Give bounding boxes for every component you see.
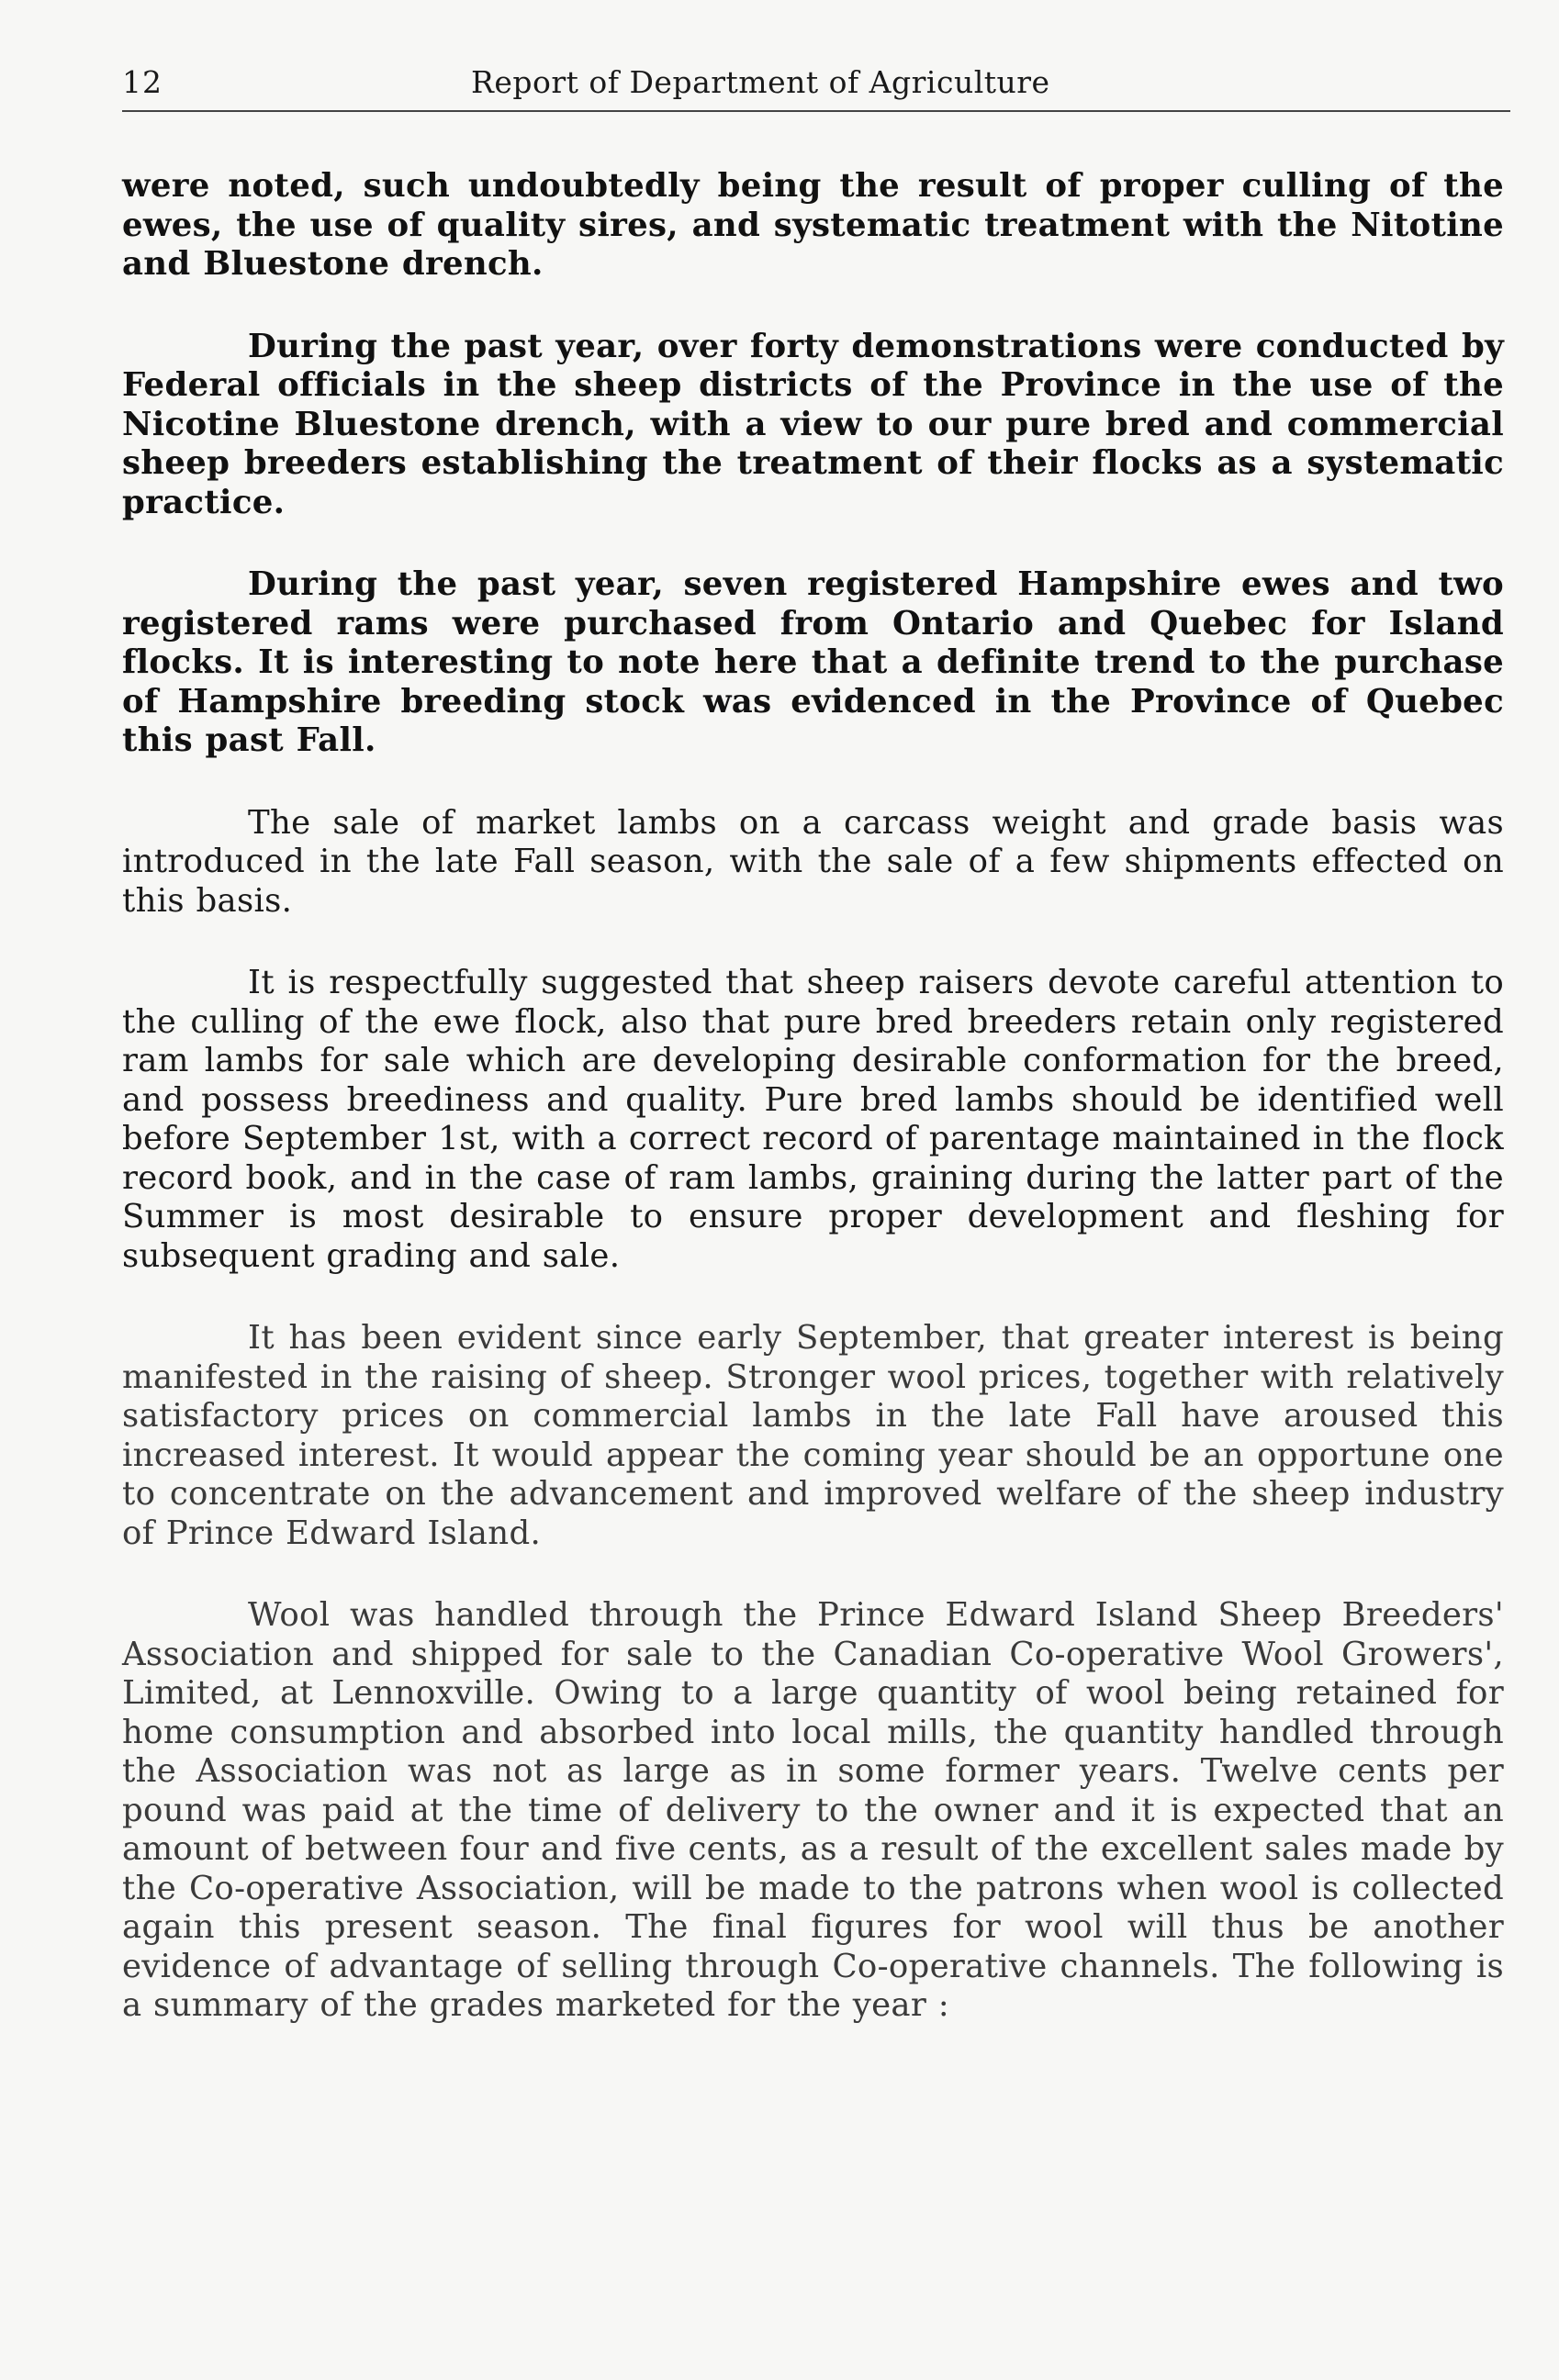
paragraph-continuation: were noted, such undoubtedly being the result of proper culling of the ewes, the use of quality sires, and systematic treatment with the Nitotine and Bluestone drench. bbox=[122, 167, 1504, 283]
paragraph-demonstrations: During the past year, over forty demonstrations were conducted by Federal officials in the sheep districts of the Province in the use of the Nicotine Bluestone drench, with a view to our pure bred and commercial sheep breeders establishing the treatment of their flocks as a systematic practice. bbox=[122, 327, 1504, 521]
paragraph-sheep-interest: It has been evident since early September, that greater interest is being manifested in the raising of sheep. Stronger wool prices, together with relatively satisfactory prices on commercial lambs in the late Fall have aroused this increased interest. It would appear the coming year should be an opportune one to concentrate on the advancement and improved welfare of the sheep industry of Prince Edward Island. bbox=[122, 1319, 1504, 1552]
body-text bbox=[122, 167, 1504, 2026]
paragraph-wool-handling: Wool was handled through the Prince Edward Island Sheep Breeders' Association and shipped for sale to the Canadian Co-operative Wool Growers', Limited, at Lennoxville. Owing to a large quantity of wool being retained for home consumption and absorbed into local mills, the quantity handled through the Association was not as large as in some former years. Twelve cents per pound was paid at the time of delivery to the owner and it is expected that an amount of between four and five cents, as a result of the excellent sales made by the Co-operative Association, will be made to the patrons when wool is collected again this present season. The final figures for wool will thus be another evidence of advantage of selling through Co-operative channels. The following is a summary of the grades marketed for the year : bbox=[122, 1596, 1504, 2024]
paragraph-hampshire-purchase: During the past year, seven registered Hampshire ewes and two registered rams were purchased from Ontario and Quebec for Island flocks. It is interesting to note here that a definite trend to the purchase of Hampshire breeding stock was evidenced in the Province of Quebec this past Fall. bbox=[122, 565, 1504, 759]
running-head bbox=[122, 55, 1510, 112]
document-page bbox=[122, 55, 1504, 2069]
page-number: 12 bbox=[122, 64, 163, 100]
paragraph-market-lambs: The sale of market lambs on a carcass weight and grade basis was introduced in the late Fall season, with the sale of a few shipments effected on this basis. bbox=[122, 803, 1504, 920]
page-header-title: Report of Department of Agriculture bbox=[471, 64, 1050, 100]
paragraph-culling-suggestion: It is respectfully suggested that sheep raisers devote careful attention to the culling of the ewe flock, also that pure bred breeders retain only registered ram lambs for sale which are developing desirable conformation for the breed, and possess breediness and quality. Pure bred lambs should be identified well before September 1st, with a correct record of parentage maintained in the flock record book, and in the case of ram lambs, graining during the latter part of the Summer is most desirable to ensure proper development and fleshing for subsequent grading and sale. bbox=[122, 964, 1504, 1275]
